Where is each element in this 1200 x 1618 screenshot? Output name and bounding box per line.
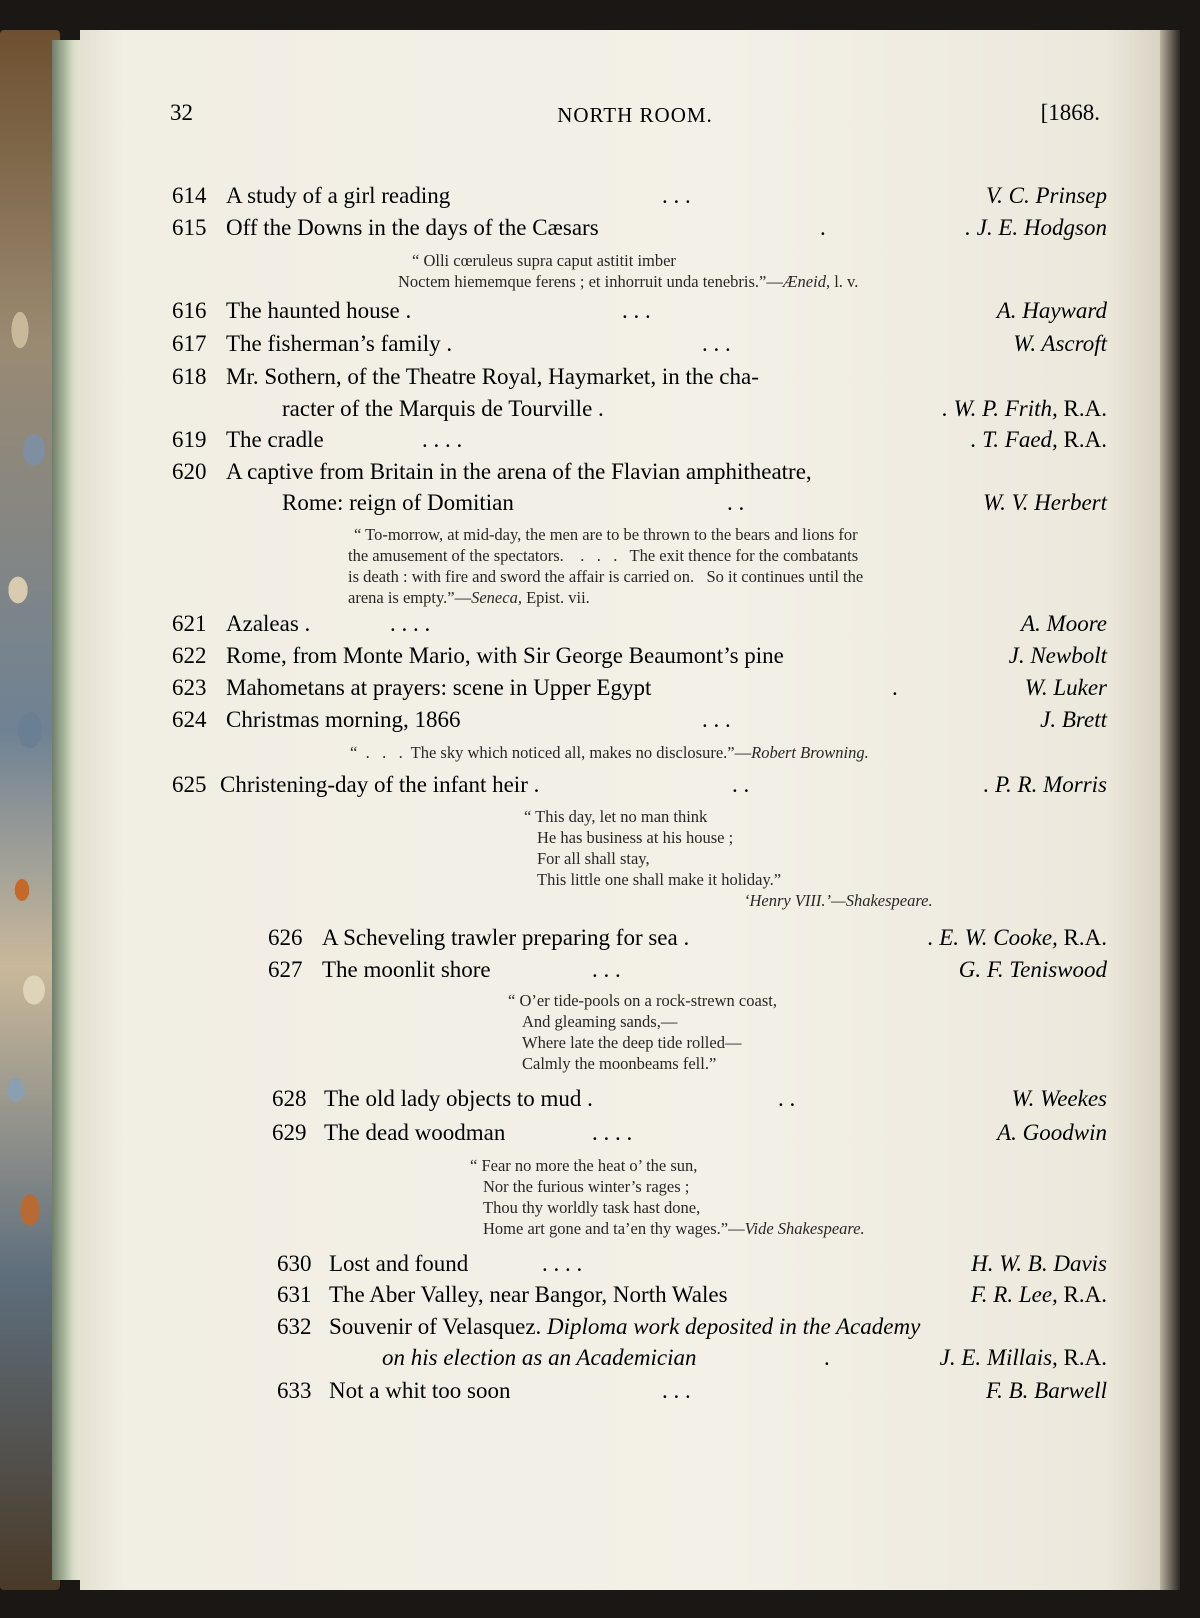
leader-dots: . .: [727, 490, 745, 515]
entry-number: 627: [268, 957, 303, 982]
entry-number: 629: [272, 1120, 307, 1145]
entry-title: Christening-day of the infant heir .: [220, 772, 540, 797]
entry-title: The moonlit shore: [322, 957, 491, 982]
entry-artist: G. F. Teniswood: [958, 957, 1107, 982]
quote-629-line2: Nor the furious winter’s rages ;: [483, 1177, 690, 1196]
entry-633: [172, 1378, 1107, 1412]
entry-617: [172, 331, 1107, 365]
entry-number: 618: [172, 364, 207, 389]
entry-artist: . P. R. Morris: [983, 772, 1107, 797]
page-number: 32: [170, 100, 193, 125]
entry-632-cont: [172, 1345, 1107, 1379]
leader-dots: . . .: [662, 183, 691, 208]
entry-artist: . T. Faed, R.A.: [970, 427, 1107, 452]
entry-618-cont: [172, 396, 1107, 430]
entry-627: [172, 957, 1107, 991]
entry-title: Mahometans at prayers: scene in Upper Egypt: [226, 675, 652, 700]
entry-619: [172, 427, 1107, 461]
entry-title: The dead woodman: [324, 1120, 506, 1145]
entry-title: Not a whit too soon: [329, 1378, 511, 1403]
entry-artist: W. Weekes: [1011, 1086, 1107, 1111]
page-header: [170, 100, 1100, 140]
year-label: [1868.: [1040, 100, 1100, 125]
entry-artist: F. B. Barwell: [986, 1378, 1107, 1403]
entry-title: Lost and found: [329, 1251, 469, 1276]
entry-artist: . J. E. Hodgson: [965, 215, 1107, 240]
entry-title: The Aber Valley, near Bangor, North Wales: [329, 1282, 728, 1307]
entry-625: [172, 772, 1107, 806]
entry-622: [172, 643, 1107, 677]
entry-artist: J. E. Millais, R.A.: [939, 1345, 1107, 1370]
quote-627-line4: Calmly the moonbeams fell.”: [522, 1054, 717, 1073]
quote-620-line4: arena is empty.”—Seneca, Epist. vii.: [348, 588, 590, 607]
entry-number: 620: [172, 459, 207, 484]
entry-title-cont: racter of the Marquis de Tourville .: [282, 396, 604, 421]
entry-number: 628: [272, 1086, 307, 1111]
quote-625-source: ‘Henry VIII.’—Shakespeare.: [744, 891, 933, 910]
entry-620-cont: [172, 490, 1107, 524]
entry-title-cont: Rome: reign of Domitian: [282, 490, 514, 515]
entry-artist: A. Hayward: [996, 298, 1107, 323]
entry-631: [172, 1282, 1107, 1316]
entry-title: Off the Downs in the days of the Cæsars: [226, 215, 599, 240]
quote-615-line2: Noctem hiememque ferens ; et inhorruit unda tenebris.”—Æneid, l. v.: [398, 272, 859, 291]
leader-dots: . .: [778, 1086, 796, 1111]
entry-artist: A. Goodwin: [997, 1120, 1107, 1145]
leader-dots: . .: [732, 772, 750, 797]
quote-625-line2: He has business at his house ;: [537, 828, 734, 847]
leader-dots: .: [824, 1345, 830, 1370]
leader-dots: . . . .: [592, 1120, 633, 1145]
leader-dots: . . .: [702, 331, 731, 356]
entry-title: Mr. Sothern, of the Theatre Royal, Haymarket, in the cha-: [226, 364, 759, 389]
quote-627-line2: And gleaming sands,—: [522, 1012, 678, 1031]
entry-artist: F. R. Lee, R.A.: [970, 1282, 1107, 1307]
entry-number: 619: [172, 427, 207, 452]
entry-number: 632: [277, 1314, 312, 1339]
entry-artist: W. V. Herbert: [983, 490, 1107, 515]
entry-630: [172, 1251, 1107, 1285]
quote-629-line3: Thou thy worldly task hast done,: [483, 1198, 701, 1217]
entry-624: [172, 707, 1107, 741]
entry-615: [172, 215, 1107, 249]
entry-number: 621: [172, 611, 207, 636]
entry-title: Christmas morning, 1866: [226, 707, 461, 732]
entry-artist: W. Ascroft: [1013, 331, 1107, 356]
entry-number: 631: [277, 1282, 312, 1307]
leader-dots: . . .: [622, 298, 651, 323]
entry-632: [172, 1314, 1107, 1348]
entry-artist: V. C. Prinsep: [986, 183, 1107, 208]
entry-artist: . E. W. Cooke, R.A.: [927, 925, 1107, 950]
quote-615: “ Olli cœruleus supra caput astitit imber: [412, 251, 676, 270]
entry-title: The old lady objects to mud .: [324, 1086, 593, 1111]
entry-number: 626: [268, 925, 303, 950]
quote-627-line3: Where late the deep tide rolled—: [522, 1033, 742, 1052]
entry-title: The fisherman’s family .: [226, 331, 453, 356]
entry-number: 630: [277, 1251, 312, 1276]
entry-616: [172, 298, 1107, 332]
entry-618: [172, 364, 1107, 398]
entry-title: Rome, from Monte Mario, with Sir George Beaumont’s pine: [226, 643, 784, 668]
entry-number: 617: [172, 331, 207, 356]
entry-626: [172, 925, 1107, 959]
entry-title: A captive from Britain in the arena of the Flavian amphitheatre,: [226, 459, 812, 484]
entry-title: The cradle: [226, 427, 324, 452]
quote-624: “ . . . The sky which noticed all, makes no disclosure.”—Robert Browning.: [350, 743, 869, 762]
entry-title-cont: on his election as an Academician: [382, 1345, 697, 1370]
entry-614: [172, 183, 1107, 217]
entry-number: 633: [277, 1378, 312, 1403]
quote-627: “ O’er tide-pools on a rock-strewn coast,: [508, 991, 777, 1010]
page-edge-strip: [52, 40, 82, 1580]
leader-dots: . . . .: [390, 611, 431, 636]
entry-number: 616: [172, 298, 207, 323]
entry-title: The haunted house .: [226, 298, 412, 323]
quote-625-line4: This little one shall make it holiday.”: [537, 870, 782, 889]
entry-621: [172, 611, 1107, 645]
leader-dots: . . .: [592, 957, 621, 982]
entry-artist: W. Luker: [1024, 675, 1107, 700]
room-title: NORTH ROOM.: [557, 103, 713, 127]
entry-title: A study of a girl reading: [226, 183, 451, 208]
entry-number: 623: [172, 675, 207, 700]
entry-number: 615: [172, 215, 207, 240]
leader-dots: . . . .: [542, 1251, 583, 1276]
entry-number: 614: [172, 183, 207, 208]
leader-dots: . . .: [702, 707, 731, 732]
quote-625: “ This day, let no man think: [524, 807, 708, 826]
quote-629-line4: Home art gone and ta’en thy wages.”—Vide Shakespeare.: [483, 1219, 865, 1238]
entry-title: Azaleas .: [226, 611, 311, 636]
leader-dots: .: [820, 215, 826, 240]
quote-629: “ Fear no more the heat o’ the sun,: [470, 1156, 698, 1175]
entry-620: [172, 459, 1107, 493]
quote-620-line2: the amusement of the spectators. . . . The exit thence for the combatants: [348, 546, 859, 565]
entry-artist: . W. P. Frith, R.A.: [942, 396, 1107, 421]
entry-number: 625: [172, 772, 207, 797]
gutter-shadow: [1160, 30, 1180, 1590]
leader-dots: . . .: [662, 1378, 691, 1403]
entry-number: 624: [172, 707, 207, 732]
entry-title: A Scheveling trawler preparing for sea .: [322, 925, 690, 950]
entry-artist: J. Newbolt: [1008, 643, 1107, 668]
entry-artist: A. Moore: [1020, 611, 1107, 636]
entry-629: [172, 1120, 1107, 1154]
marbled-book-edge: [0, 30, 60, 1590]
entry-623: [172, 675, 1107, 709]
entry-628: [172, 1086, 1107, 1120]
quote-620: “ To-morrow, at mid-day, the men are to be thrown to the bears and lions for: [354, 525, 858, 544]
diploma-note: Diploma work deposited in the Academy: [547, 1314, 921, 1339]
leader-dots: .: [892, 675, 898, 700]
leader-dots: . . . .: [422, 427, 463, 452]
quote-625-line3: For all shall stay,: [537, 849, 650, 868]
entry-number: 622: [172, 643, 207, 668]
entry-artist: J. Brett: [1040, 707, 1107, 732]
entry-title: Souvenir of Velasquez. Diploma work deposited in the Academy: [329, 1314, 921, 1339]
entry-artist: H. W. B. Davis: [971, 1251, 1107, 1276]
quote-620-line3: is death : with fire and sword the affair is carried on. So it continues until the: [348, 567, 864, 586]
